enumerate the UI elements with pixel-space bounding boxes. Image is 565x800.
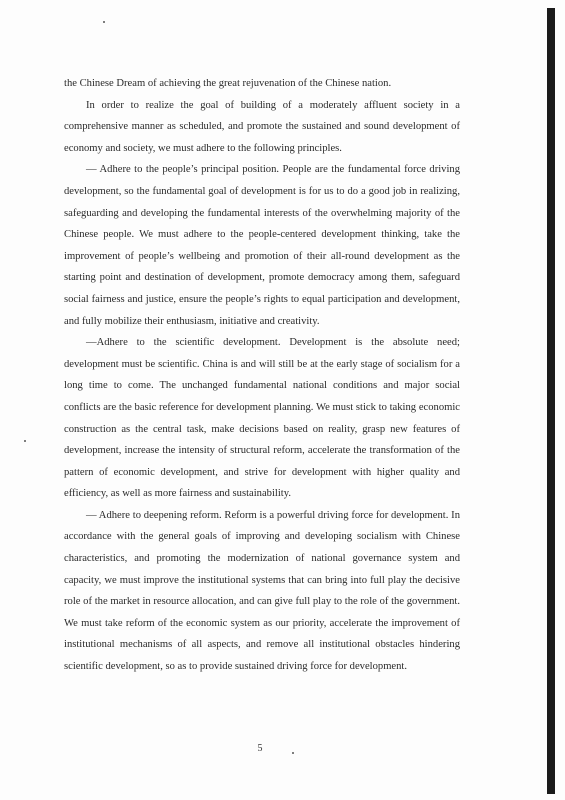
paragraph-continuation: the Chinese Dream of achieving the great rejuvenation of the Chinese nation. <box>64 78 392 89</box>
scan-speck <box>292 752 294 754</box>
paragraph-deepening-reform: — Adhere to deepening reform. Reform is a powerful driving force for development. In accordance with the general goals of improving and developing socialism with Chinese characteristics, and promoting the modernization of national governance system and capacity, we must improve the institutional systems that can bring into full play the decisive role of the market in resource allocation, and can give full play to the role of the government. We must take reform of the economic system as our priority, accelerate the improvement of institutional mechanisms of all aspects, and remove all institutional obstacles hindering scientific development, so as to provide sustained driving force for development. <box>64 509 460 673</box>
page-number: 5 <box>257 743 263 754</box>
paragraph-scientific-development: —Adhere to the scientific development. Development is the absolute need; development must be scientific. China is and will still be at the early stage of socialism for a long time to come. The unchanged fundamental national conditions and major social conflicts are the basic reference for development planning. We must stick to taking economic construction as the central task, make decisions based on reality, grasp new features of development, increase the intensity of structural reform, accelerate the transformation of the pattern of economic development, and strive for development with higher quality and efficiency, as well as more fairness and sustainability. <box>64 337 460 500</box>
paragraph-principles-intro: In order to realize the goal of building of a moderately affluent society in a comprehensive manner as scheduled, and promote the sustained and sound development of economy and society, we must adhere to the following principles. <box>64 99 460 154</box>
scan-speck <box>24 440 26 442</box>
paragraph-people-principal-position: — Adhere to the people’s principal position. People are the fundamental force driving development, so the fundamental goal of development is for us to do a good job in realizing, safeguarding and developing the fundamental interests of the overwhelming majority of the Chinese people. We must adhere to the people-centered development thinking, take the improvement of people’s wellbeing and promotion of their all-round development as the starting point and destination of development, promote democracy among them, safeguard social fairness and justice, ensure the people’s rights to equal participation and development, and fully mobilize their enthusiasm, initiative and creativity. <box>64 164 460 327</box>
document-body <box>64 73 460 678</box>
scan-speck <box>103 21 105 23</box>
scan-edge-shadow <box>547 8 555 794</box>
